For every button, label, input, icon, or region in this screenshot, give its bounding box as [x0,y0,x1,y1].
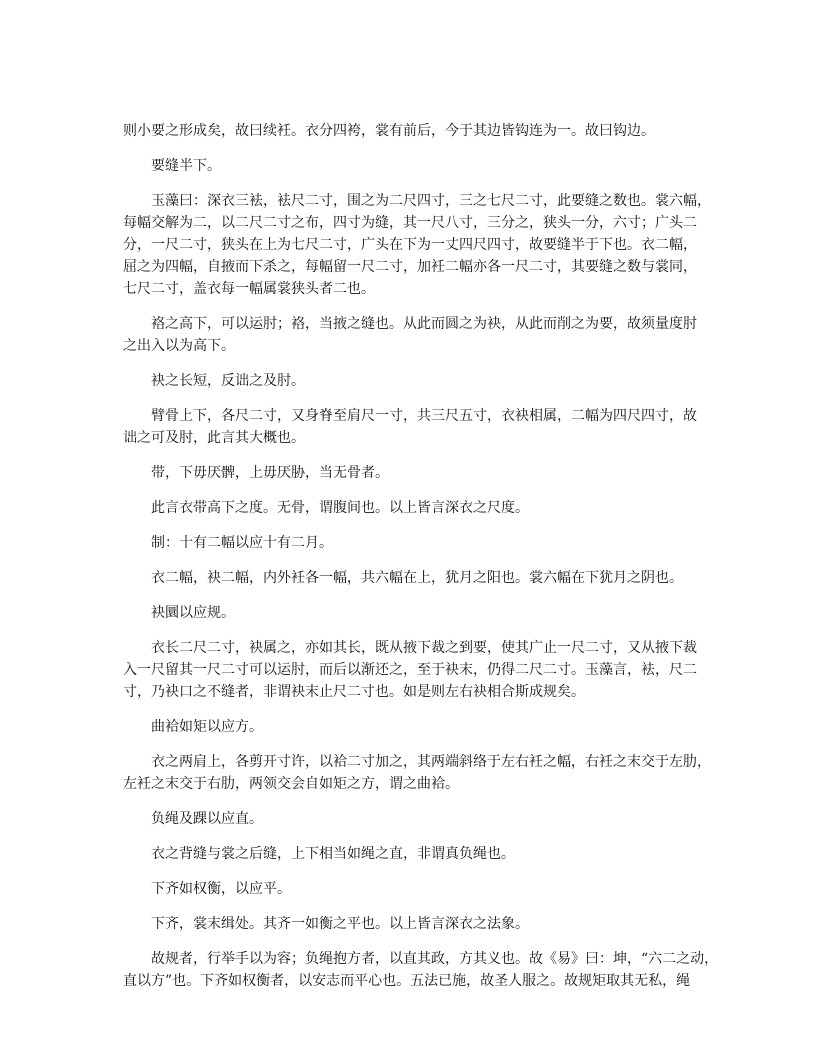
text-line: 故规者，行举手以为容；负绳抱方者，以直其政，方其义也。故《易》曰：坤，“六二之动， [151,951,719,967]
text-line: 袂之长短，反诎之及肘。 [151,373,305,389]
text-line: 七尺二寸，盖衣每一幅属裳狭头者二也。 [123,281,375,297]
text-line: 分，一尺二寸，狭头在上为七尺二寸，广头在下为一丈四尺四寸，故要缝半于下也。衣二幅， [123,237,697,253]
text-line: 之出入以为高下。 [123,338,235,354]
text-line: 衣长二尺二寸，袂属之，亦如其长，既从掖下裁之到要，使其广止一尺二寸，又从掖下裁 [151,640,697,656]
paragraph [123,878,695,900]
text-line: 则小要之形成矣，故曰续衽。衣分四袴，裳有前后，今于其边皆钩连为一。故曰钩边。 [123,123,655,139]
paragraph [123,120,695,142]
paragraph [123,462,695,484]
text-line: 衣之背缝与裳之后缝，上下相当如绳之直，非谓真负绳也。 [151,846,515,862]
paragraph [123,313,695,357]
text-line: 直以方”也。下齐如权衡者，以安志而平心也。五法已施，故圣人服之。故规矩取其无私，绳 [123,973,691,989]
text-line: 下齐，裳末缉处。其齐一如衡之平也。以上皆言深衣之法象。 [151,916,529,932]
text-line: 左衽之末交于右肋，两领交会自如矩之方，谓之曲袷。 [123,776,459,792]
text-line: 此言衣带高下之度。无骨，谓腹间也。以上皆言深衣之尺度。 [151,500,529,516]
text-line: 袂圜以应规。 [151,605,235,621]
text-line: 制：十有二幅以应十有二月。 [151,535,333,551]
text-line: 要缝半下。 [151,158,221,174]
paragraph [123,843,695,865]
text-line: 负绳及踝以应直。 [151,811,263,827]
text-line: 每幅交解为二，以二尺二寸之布，四寸为缝，其一尺八寸，三分之，狭头一分，六寸；广头二 [123,215,697,231]
paragraph [123,751,711,795]
paragraph [123,567,695,589]
paragraph [123,808,695,830]
paragraph [123,532,695,554]
text-line: 屈之为四幅，自掖而下杀之，每幅留一尺二寸，加衽二幅亦各一尺二寸，其要缝之数与裳同， [123,259,697,275]
text-line: 衣之两肩上，各剪开寸许，以袷二寸加之，其两端斜络于左右衽之幅，右衽之末交于左肋， [151,754,711,770]
text-line: 下齐如权衡，以应平。 [151,881,291,897]
text-line: 寸，乃袂口之不缝者，非谓袂末止尺二寸也。如是则左右袂相合斯成规矣。 [123,684,585,700]
paragraph [123,637,695,703]
text-line: 诎之可及肘，此言其大概也。 [123,430,305,446]
paragraph [123,716,695,738]
paragraph [123,405,695,449]
text-line: 入一尺留其一尺二寸可以运肘，而后以渐还之，至于袂末，仍得二尺二寸。玉藻言，袪，尺二 [123,662,697,678]
paragraph [123,155,695,177]
paragraph [123,948,719,992]
text-line: 袼之高下，可以运肘；袼，当掖之缝也。从此而圆之为袂，从此而削之为要，故须量度肘 [151,316,697,332]
paragraph [123,190,711,300]
text-line: 衣二幅，袂二幅，内外衽各一幅，共六幅在上，犹月之阳也。裳六幅在下犹月之阴也。 [151,570,683,586]
text-line: 臂骨上下，各尺二寸，又身脊至肩尺一寸，共三尺五寸，衣袂相属，二幅为四尺四寸，故 [151,408,697,424]
text-line: 玉藻曰：深衣三袪，袪尺二寸，围之为二尺四寸，三之七尺二寸，此要缝之数也。裳六幅， [151,193,711,209]
text-line: 带，下毋厌髀，上毋厌胁，当无骨者。 [151,465,389,481]
paragraph [123,370,695,392]
document-page [123,120,719,1005]
paragraph [123,602,695,624]
paragraph [123,497,695,519]
paragraph [123,913,695,935]
text-line: 曲袷如矩以应方。 [151,719,263,735]
